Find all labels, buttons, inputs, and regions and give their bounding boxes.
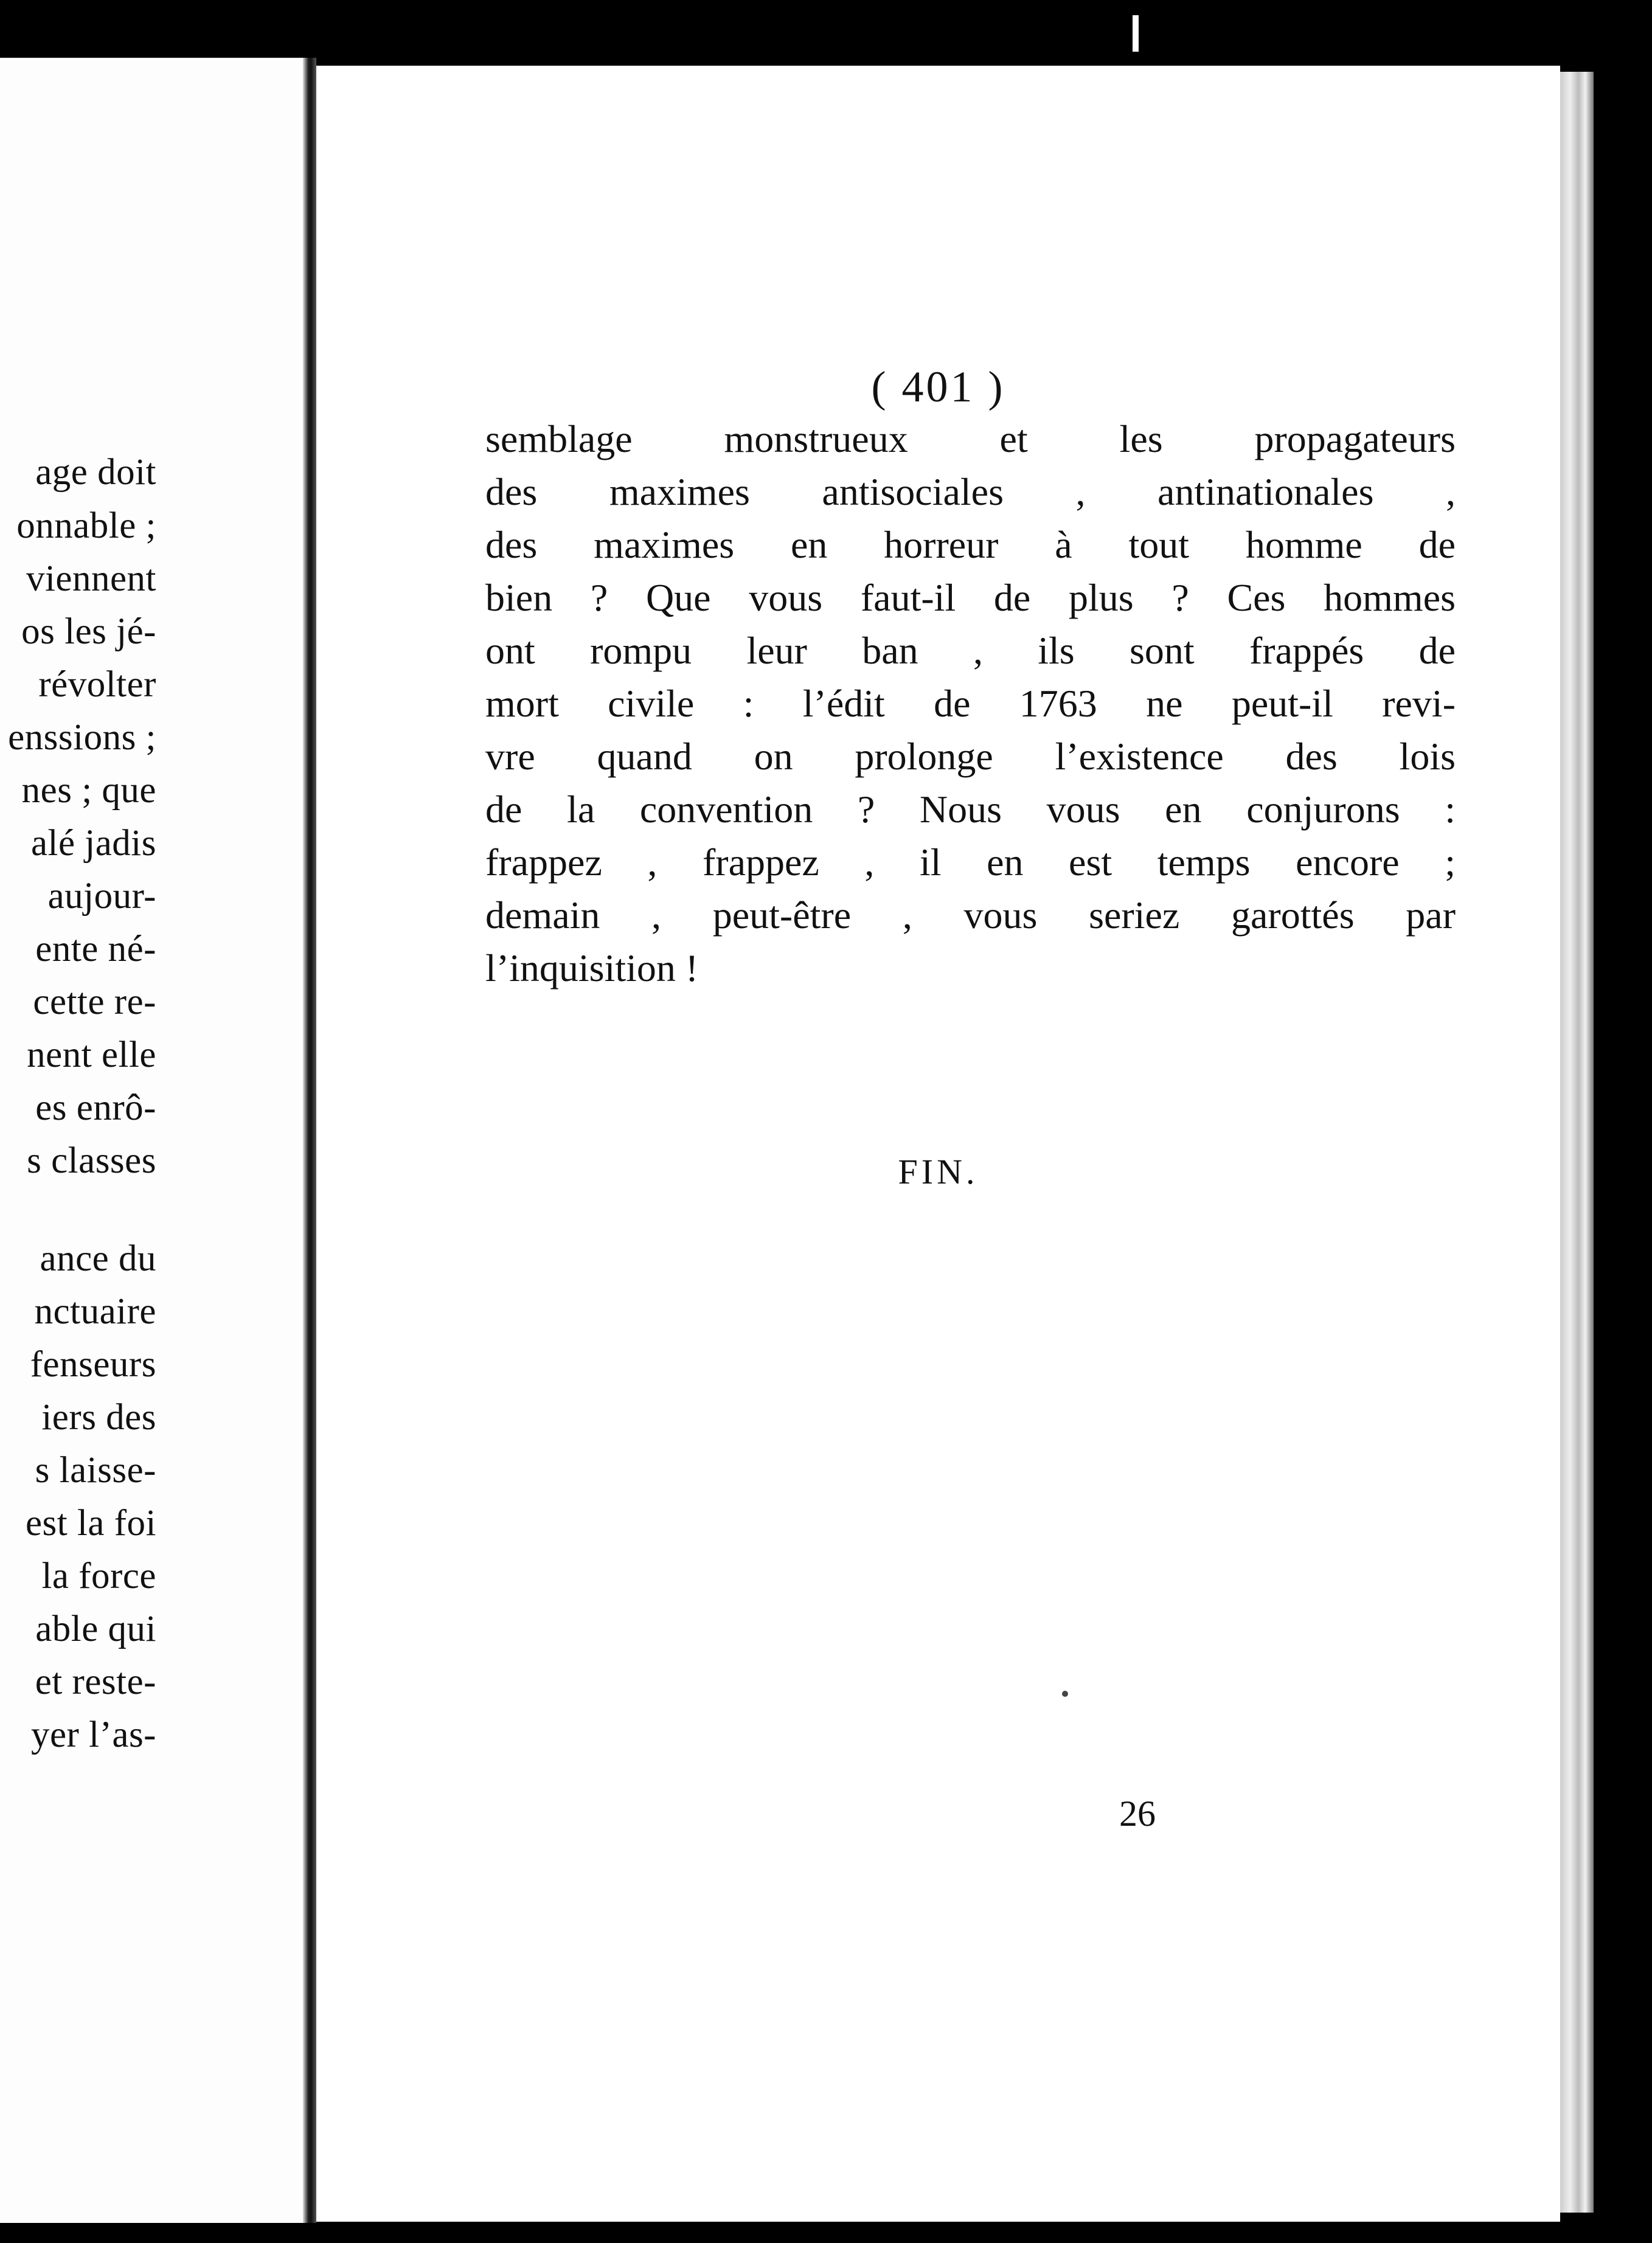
previous-page-line: ance du (40, 1238, 156, 1279)
text-line: frappez , frappez , il en est temps encore ; (485, 841, 1456, 884)
previous-page-line: est la foi (25, 1503, 156, 1544)
previous-page-line: age doit (35, 452, 156, 493)
previous-page-line: s laisse- (35, 1450, 156, 1491)
body-text (485, 412, 1456, 994)
previous-page-line: aujour- (47, 876, 156, 917)
previous-page (0, 58, 307, 2223)
text-line: vre quand on prolonge l’existence des lois (485, 735, 1456, 778)
previous-page-line: et reste- (35, 1662, 156, 1702)
signature-mark: 26 (1119, 1794, 1156, 1834)
page-number: ( 401 ) (871, 362, 1005, 411)
text-line: de la convention ? Nous vous en conjurons : (485, 788, 1456, 831)
text-line: des maximes antisociales , antinationales , (485, 470, 1456, 513)
previous-page-line: ente né- (35, 929, 156, 969)
end-mark: FIN. (898, 1152, 979, 1191)
previous-page-line: onnable ; (16, 505, 156, 546)
previous-page-line: able qui (35, 1609, 156, 1649)
previous-page-line: iers des (41, 1397, 156, 1438)
text-line: demain , peut-être , vous seriez garottés par (485, 893, 1456, 937)
current-page (316, 66, 1560, 2222)
previous-page-line: la force (41, 1556, 156, 1596)
previous-page-line: enssions ; (8, 717, 156, 758)
page-edges (1560, 72, 1594, 2213)
ink-speck (1062, 1691, 1068, 1697)
previous-page-line: alé jadis (30, 823, 156, 864)
previous-page-line: cette re- (33, 982, 156, 1022)
previous-page-line: os les jé- (21, 611, 156, 652)
text-line: l’inquisition ! (485, 946, 699, 990)
text-line: bien ? Que vous faut-il de plus ? Ces hommes (485, 576, 1456, 619)
book-gutter (303, 58, 316, 2223)
previous-page-line: nent elle (27, 1035, 156, 1075)
text-line: ont rompu leur ban , ils sont frappés de (485, 629, 1456, 672)
text-line: semblage monstrueux et les propagateurs (485, 417, 1456, 460)
previous-page-line: révolter (38, 664, 156, 705)
text-line: mort civile : l’édit de 1763 ne peut-il revi- (485, 682, 1456, 725)
previous-page-line: fenseurs (30, 1344, 156, 1385)
previous-page-line: s classes (27, 1140, 156, 1181)
previous-page-line: nctuaire (34, 1291, 156, 1332)
text-line: des maximes en horreur à tout homme de (485, 523, 1456, 566)
previous-page-line: yer l’as- (30, 1714, 156, 1755)
previous-page-line: viennent (26, 558, 156, 599)
scan-mark (1133, 15, 1139, 52)
previous-page-line: nes ; que (21, 770, 156, 811)
previous-page-line: es enrô- (35, 1087, 156, 1128)
